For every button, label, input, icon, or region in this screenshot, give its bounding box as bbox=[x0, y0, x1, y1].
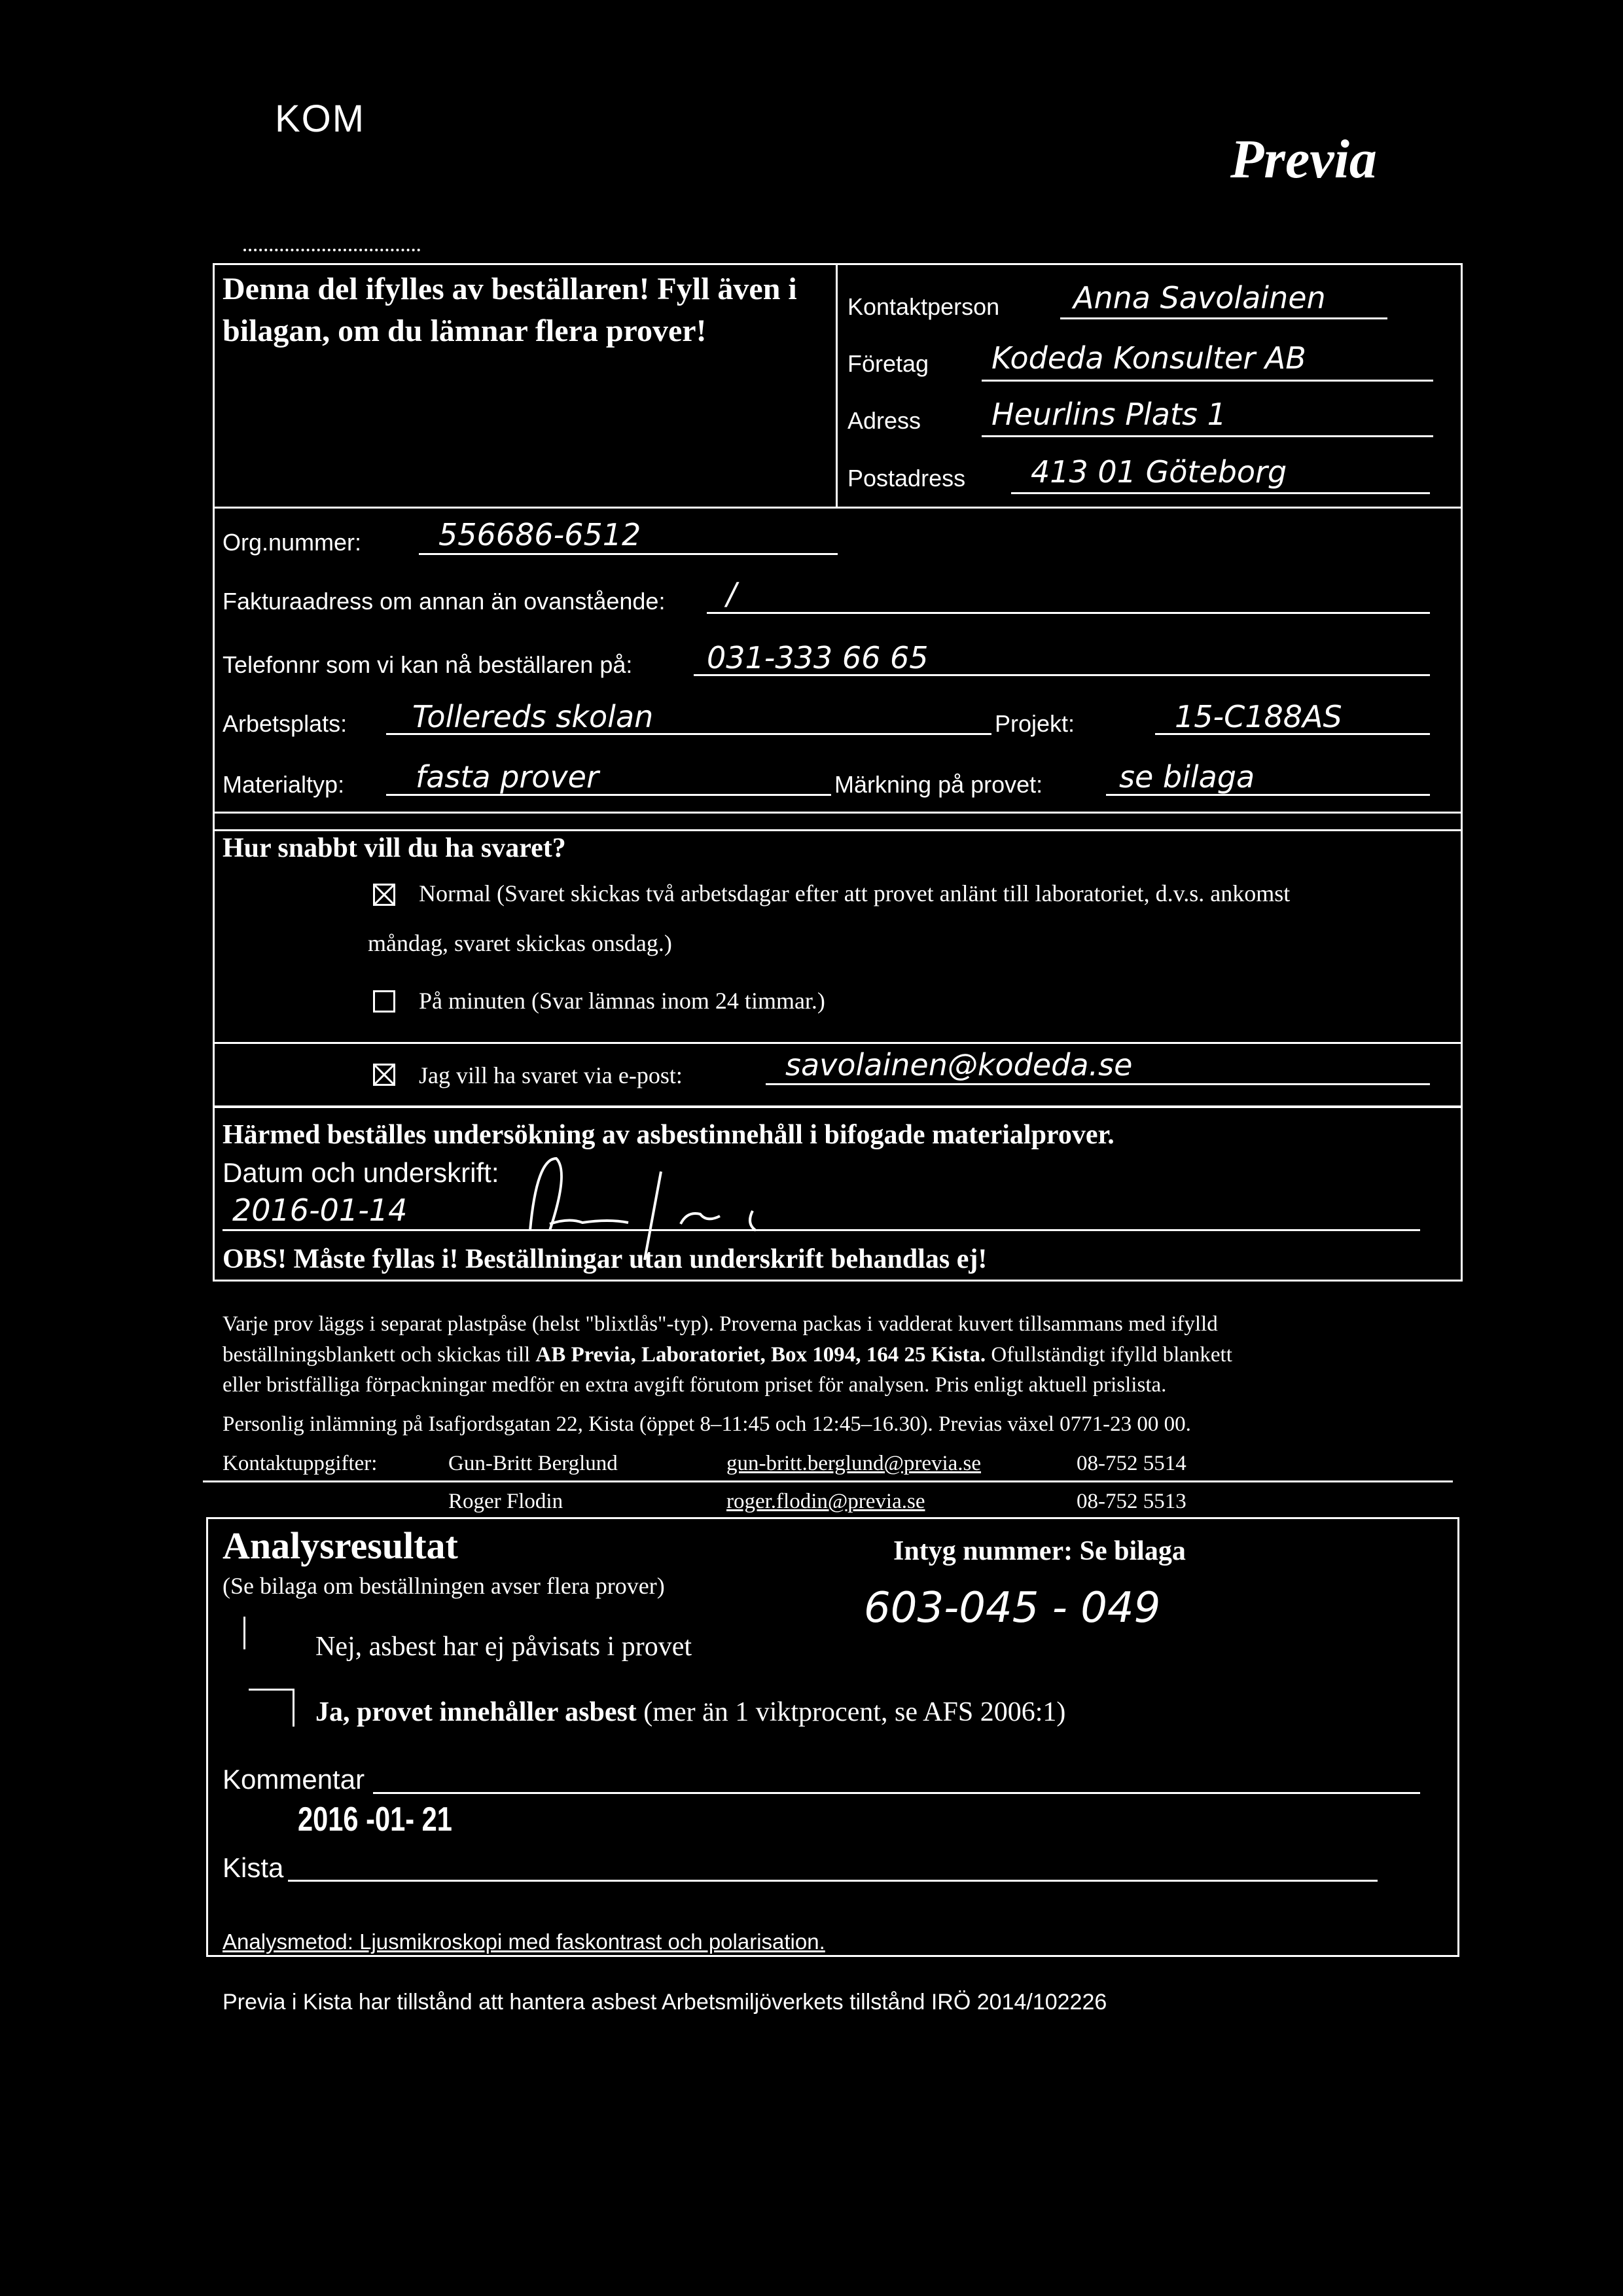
footer-text: Previa i Kista har tillstånd att hantera asbest Arbetsmiljöverkets tillstånd IRÖ 2014/102226 bbox=[223, 1990, 1107, 2015]
org-line bbox=[419, 553, 838, 555]
speed-heading: Hur snabbt vill du ha svaret? bbox=[223, 833, 566, 863]
result-title: Analysresultat bbox=[223, 1524, 458, 1567]
divider bbox=[838, 507, 1463, 509]
instructions-line2-a: beställningsblankett och skickas till bbox=[223, 1343, 536, 1367]
workplace-line bbox=[386, 733, 991, 735]
invoice-label: Fakturaadress om annan än ovanstående: bbox=[223, 588, 666, 615]
project-label: Projekt: bbox=[995, 710, 1075, 737]
normal-checkbox[interactable] bbox=[373, 884, 395, 906]
orderer-intro: Denna del ifylles av beställaren! Fyll även i bilagan, om du lämnar flera prover! bbox=[223, 272, 797, 348]
contact-2-name: Roger Flodin bbox=[448, 1490, 563, 1513]
logo-left: KOM bbox=[275, 98, 366, 140]
date-value[interactable]: 2016-01-14 bbox=[232, 1193, 408, 1228]
contacts-label: Kontaktuppgifter: bbox=[223, 1452, 378, 1475]
dotted-rule bbox=[243, 249, 420, 251]
company-label: Företag bbox=[847, 350, 929, 377]
project-value[interactable]: 15-C188AS bbox=[1175, 699, 1342, 734]
address-value[interactable]: Heurlins Plats 1 bbox=[991, 397, 1226, 432]
invoice-value[interactable]: / bbox=[726, 576, 737, 611]
fast-text: På minuten (Svar lämnas inom 24 timmar.) bbox=[419, 988, 825, 1014]
marking-line bbox=[1106, 794, 1430, 796]
contact-1-name: Gun-Britt Berglund bbox=[448, 1452, 618, 1475]
company-value[interactable]: Kodeda Konsulter AB bbox=[991, 340, 1306, 376]
order-statement: Härmed beställes undersökning av asbestinnehåll i bifogade materialprover. bbox=[223, 1120, 1115, 1150]
instructions-p2: Personlig inlämning på Isafjordsgatan 22, Kista (öppet 8–11:45 och 12:45–16.30). Previas växel 0771-23 00 00. bbox=[223, 1412, 1191, 1436]
date-stamp: 2016 -01- 21 bbox=[298, 1801, 452, 1839]
contact-line bbox=[1060, 317, 1387, 319]
address-line bbox=[982, 435, 1433, 437]
marking-label: Märkning på provet: bbox=[834, 771, 1043, 798]
no-mark bbox=[243, 1617, 245, 1649]
instructions-line2-c: Ofullständigt ifylld blankett bbox=[986, 1343, 1232, 1367]
normal-text: Normal (Svaret skickas två arbetsdagar efter att provet anlänt till laboratoriet, d.v.s. ankomst bbox=[419, 880, 1291, 906]
instructions-line3: eller bristfälliga förpackningar medför en extra avgift förutom priset för analysen. Pris enligt aktuell prislista. bbox=[223, 1373, 1167, 1397]
result-top-rule bbox=[203, 1480, 1453, 1482]
material-label: Materialtyp: bbox=[223, 771, 345, 798]
email-line bbox=[766, 1083, 1430, 1085]
yes-bold: Ja, provet innehåller asbest bbox=[315, 1697, 637, 1727]
yes-mark-top bbox=[249, 1689, 294, 1691]
place-line bbox=[288, 1880, 1378, 1882]
email-checkbox[interactable] bbox=[373, 1064, 395, 1086]
contact-label: Kontaktperson bbox=[847, 293, 1000, 320]
phone-value[interactable]: 031-333 66 65 bbox=[707, 640, 929, 675]
material-value[interactable]: fasta prover bbox=[416, 759, 599, 795]
email-label: Jag vill ha svaret via e-post: bbox=[419, 1062, 683, 1088]
logo-previa: Previa bbox=[1230, 129, 1377, 190]
phone-label: Telefonnr som vi kan nå beställaren på: bbox=[223, 651, 633, 678]
yes-mark-side bbox=[293, 1689, 294, 1727]
instructions-line2 bbox=[223, 1343, 1232, 1367]
company-line bbox=[982, 380, 1433, 382]
normal-text-cont: måndag, svaret skickas onsdag.) bbox=[368, 930, 672, 956]
phone-line bbox=[694, 674, 1430, 676]
fast-checkbox[interactable] bbox=[373, 990, 395, 1013]
lab-address: AB Previa, Laboratoriet, Box 1094, 164 25 Kista. bbox=[535, 1343, 986, 1367]
postal-line bbox=[1011, 492, 1430, 494]
certificate-label: Intyg nummer: Se bilaga bbox=[893, 1536, 1186, 1566]
contact-value[interactable]: Anna Savolainen bbox=[1073, 280, 1326, 315]
material-line bbox=[386, 794, 831, 796]
place-label: Kista bbox=[223, 1852, 284, 1883]
result-subtitle: (Se bilaga om beställningen avser flera prover) bbox=[223, 1573, 665, 1599]
org-label: Org.nummer: bbox=[223, 529, 362, 556]
analysis-method: Analysmetod: Ljusmikroskopi med faskontrast och polarisation. bbox=[223, 1929, 825, 1954]
invoice-line bbox=[707, 612, 1430, 614]
email-value[interactable]: savolainen@kodeda.se bbox=[785, 1047, 1133, 1083]
marking-value[interactable]: se bilaga bbox=[1119, 759, 1255, 795]
project-line bbox=[1155, 733, 1430, 735]
yes-text bbox=[315, 1696, 1065, 1728]
address-label: Adress bbox=[847, 407, 921, 434]
yes-rest: (mer än 1 viktprocent, se AFS 2006:1) bbox=[636, 1697, 1066, 1727]
instructions-line1: Varje prov läggs i separat plastpåse (helst "blixtlås"-typ). Proverna packas i vadderat kuvert tillsammans med ifylld bbox=[223, 1312, 1218, 1336]
comment-label: Kommentar bbox=[223, 1764, 365, 1795]
contact-2-email[interactable]: roger.flodin@previa.se bbox=[726, 1490, 925, 1513]
postal-value[interactable]: 413 01 Göteborg bbox=[1031, 454, 1287, 490]
date-label: Datum och underskrift: bbox=[223, 1157, 499, 1188]
comment-line bbox=[373, 1792, 1420, 1794]
contact-2-phone: 08-752 5513 bbox=[1077, 1490, 1186, 1513]
org-value[interactable]: 556686-6512 bbox=[438, 517, 641, 552]
contact-1-phone: 08-752 5514 bbox=[1077, 1452, 1186, 1475]
contact-1-email[interactable]: gun-britt.berglund@previa.se bbox=[726, 1452, 982, 1475]
workplace-value[interactable]: Tollereds skolan bbox=[412, 699, 654, 734]
certificate-value: 603-045 - 049 bbox=[864, 1584, 1161, 1632]
signature-note: OBS! Måste fyllas i! Beställningar utan underskrift behandlas ej! bbox=[223, 1244, 988, 1274]
postal-label: Postadress bbox=[847, 465, 966, 492]
workplace-label: Arbetsplats: bbox=[223, 710, 348, 737]
no-text: Nej, asbest har ej påvisats i provet bbox=[315, 1632, 692, 1662]
